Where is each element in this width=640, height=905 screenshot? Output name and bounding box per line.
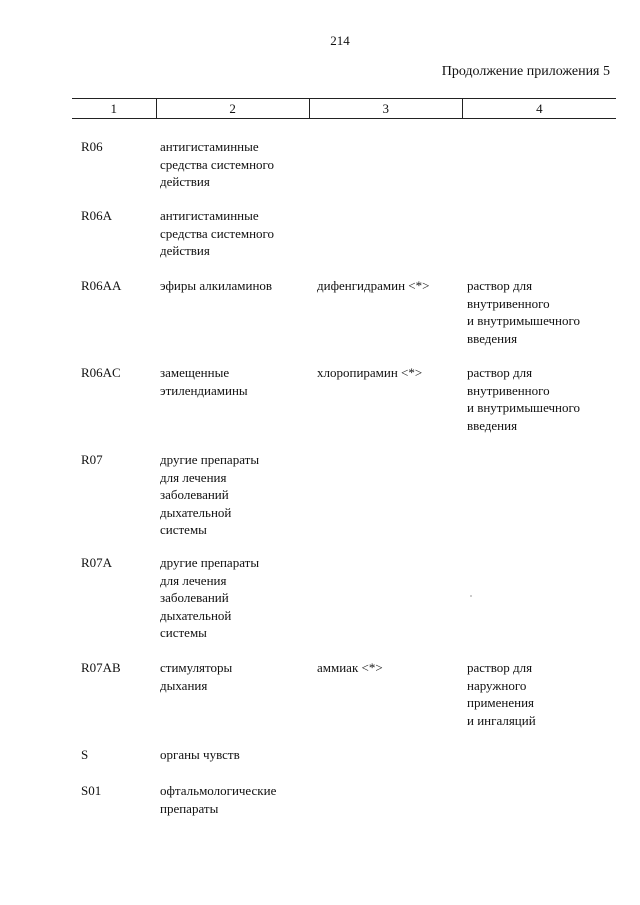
atc-code: S01: [81, 783, 102, 798]
atc-group-name-line: антигистаминные: [160, 139, 259, 154]
page-number: 214: [330, 33, 350, 48]
atc-group-name-line: эфиры алкиламинов: [160, 278, 273, 293]
atc-group-name-line: системы: [160, 625, 207, 640]
dosage-form-line: применения: [467, 695, 535, 710]
drug-name: [317, 659, 383, 677]
table-header: [72, 98, 616, 119]
atc-group-name-line: для лечения: [160, 572, 227, 588]
atc-code: R07: [81, 452, 103, 467]
dosage-form-line: раствор для: [467, 660, 533, 675]
appendix-continuation-title: Продолжение приложения 5: [441, 64, 610, 79]
atc-group-name: [160, 554, 259, 642]
atc-group-name-line: другие препараты: [160, 452, 260, 467]
atc-code: R07A: [81, 555, 113, 570]
atc-code: R07AB: [81, 660, 121, 675]
atc-group-name-line: дыхательной: [160, 504, 232, 520]
atc-group-name-line: антигистаминные: [160, 208, 259, 223]
dosage-form-line: и внутримышечного: [467, 313, 581, 328]
dosage-form: [467, 277, 580, 347]
atc-group-name: [160, 451, 259, 539]
atc-group-name: [160, 364, 248, 399]
dosage-form-line: раствор для: [467, 365, 533, 380]
drug-name: [317, 364, 422, 382]
atc-group-name: [160, 659, 232, 694]
atc-group-name-line: заболеваний: [160, 590, 229, 605]
drug-name-line: аммиак <*>: [317, 660, 383, 675]
column-header-3: 3: [309, 99, 462, 118]
atc-code: R06A: [81, 208, 113, 223]
atc-group-name: [160, 746, 240, 764]
drug-name-line: дифенгидрамин <*>: [317, 278, 430, 293]
atc-group-name-line: для лечения: [160, 469, 227, 485]
drug-name: [317, 277, 429, 295]
atc-group-name-line: стимуляторы: [160, 660, 233, 675]
atc-group-name-line: дыхания: [160, 677, 208, 693]
atc-group-name-line: средства системного: [160, 156, 275, 172]
atc-group-name: [160, 277, 272, 295]
atc-group-name-line: органы чувств: [160, 747, 240, 762]
column-header-1: 1: [110, 101, 118, 116]
atc-group-name-line: действия: [160, 174, 210, 189]
atc-group-name-line: заболеваний: [160, 487, 229, 502]
dosage-form-line: и внутримышечного: [467, 400, 581, 415]
atc-code: R06AA: [81, 278, 122, 293]
atc-group-name: [160, 782, 276, 817]
atc-group-name-line: действия: [160, 243, 210, 258]
atc-code: R06AC: [81, 365, 121, 380]
atc-group-name-line: другие препараты: [160, 555, 260, 570]
atc-group-name-line: системы: [160, 522, 207, 537]
dosage-form-line: раствор для: [467, 278, 533, 293]
atc-group-name: [160, 138, 274, 191]
column-header-4: 4: [462, 99, 616, 118]
atc-group-name-line: препараты: [160, 800, 219, 816]
atc-code: R06: [81, 139, 103, 154]
atc-group-name-line: офтальмологические: [160, 783, 277, 798]
drug-name-line: хлоропирамин <*>: [317, 365, 423, 380]
dosage-form-line: введения: [467, 417, 518, 433]
dosage-form: [467, 364, 580, 434]
dosage-form-line: введения: [467, 330, 518, 346]
dosage-form-line: внутривенного: [467, 295, 550, 311]
dosage-form-line: внутривенного: [467, 382, 550, 398]
atc-group-name-line: дыхательной: [160, 607, 232, 623]
scan-speck: [470, 595, 472, 597]
dosage-form-line: и ингаляций: [467, 712, 536, 728]
dosage-form-line: наружного: [467, 677, 527, 693]
atc-group-name-line: средства системного: [160, 225, 275, 241]
atc-group-name-line: этилендиамины: [160, 382, 248, 398]
atc-group-name-line: замещенные: [160, 365, 230, 380]
atc-code: S: [81, 747, 89, 762]
dosage-form: [467, 659, 536, 729]
atc-group-name: [160, 207, 274, 260]
column-header-2: 2: [156, 99, 309, 118]
